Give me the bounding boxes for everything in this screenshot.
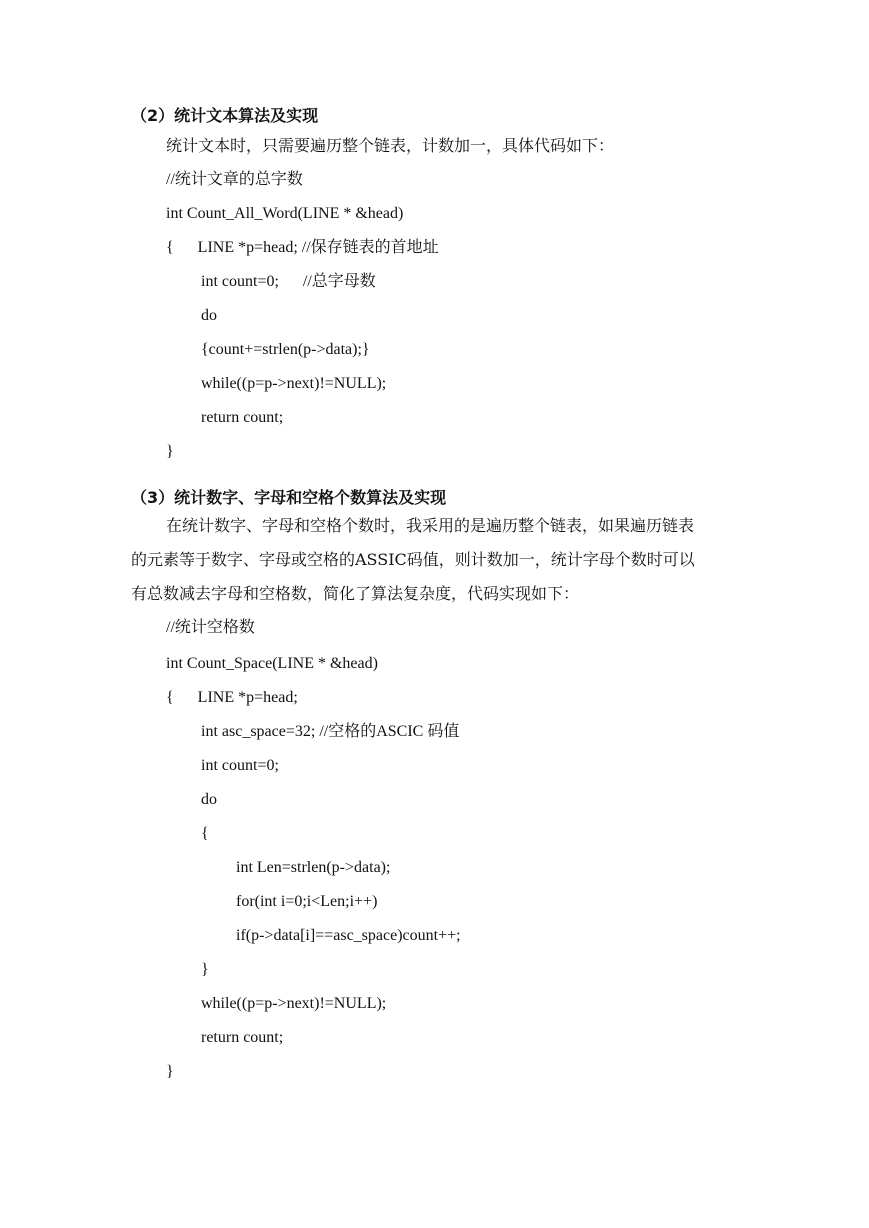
- code-line: int asc_space=32; //空格的ASCIC 码值: [201, 723, 460, 740]
- code-line: { LINE *p=head;: [166, 689, 298, 706]
- code-line: int Count_All_Word(LINE * &head): [166, 205, 404, 222]
- code-line: }: [166, 443, 174, 460]
- code-line: do: [201, 307, 217, 324]
- code-line: {: [201, 825, 209, 842]
- code-comment: //统计空格数: [166, 619, 255, 636]
- code-line: do: [201, 791, 217, 808]
- code-comment: //统计文章的总字数: [166, 171, 303, 188]
- code-line: int Len=strlen(p->data);: [236, 859, 391, 876]
- code-line: }: [201, 961, 209, 978]
- code-line: for(int i=0;i<Len;i++): [236, 893, 378, 910]
- code-line: int count=0; //总字母数: [201, 273, 376, 290]
- code-line: {count+=strlen(p->data);}: [201, 341, 370, 358]
- code-line: }: [166, 1063, 174, 1080]
- code-line: { LINE *p=head; //保存链表的首地址: [166, 239, 439, 256]
- section-2-heading: （2）统计文本算法及实现: [131, 106, 319, 125]
- section-3-paragraph-line: 有总数减去字母和空格数，简化了算法复杂度，代码实现如下：: [131, 584, 580, 603]
- code-line: int count=0;: [201, 757, 279, 774]
- code-line: while((p=p->next)!=NULL);: [201, 995, 387, 1012]
- section-2-intro: 统计文本时，只需要遍历整个链表，计数加一，具体代码如下：: [166, 136, 615, 155]
- code-line: int Count_Space(LINE * &head): [166, 655, 378, 672]
- section-3-heading: （3）统计数字、字母和空格个数算法及实现: [131, 488, 447, 507]
- section-3-paragraph-line: 的元素等于数字、字母或空格的ASSIC码值，则计数加一，统计字母个数时可以: [131, 550, 695, 569]
- section-3-paragraph-line: 在统计数字、字母和空格个数时，我采用的是遍历整个链表，如果遍历链表: [166, 516, 695, 535]
- code-line: while((p=p->next)!=NULL);: [201, 375, 387, 392]
- code-line: return count;: [201, 1029, 284, 1046]
- code-line: if(p->data[i]==asc_space)count++;: [236, 927, 461, 944]
- code-line: return count;: [201, 409, 284, 426]
